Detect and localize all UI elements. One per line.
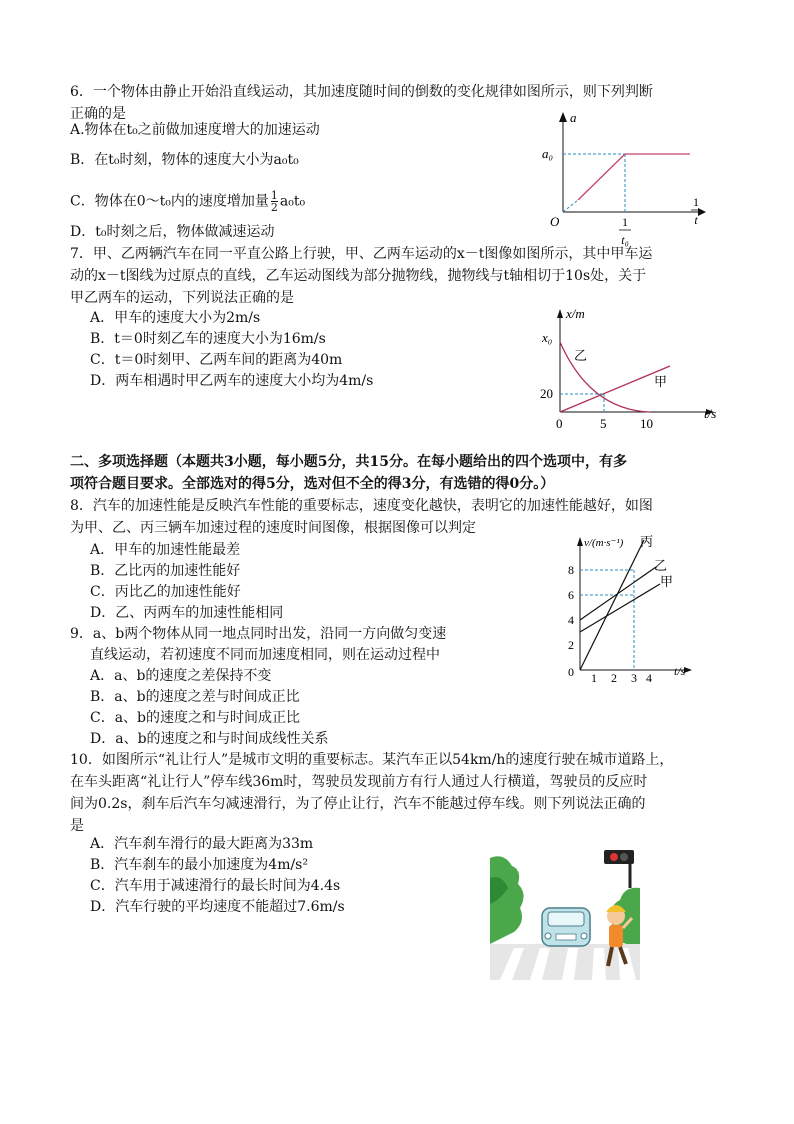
q6-x-axis-denominator: t: [694, 213, 698, 227]
q10-option-a: A．汽车刹车滑行的最大距离为33m: [90, 836, 314, 852]
q8-graph: [560, 532, 710, 682]
q7-t5-label: 5: [600, 416, 607, 431]
q7-x-axis-label: t/s: [704, 406, 717, 421]
q7-t0-label: 0: [556, 416, 563, 431]
q9-option-b: B．a、b的速度之差与时间成正比: [90, 689, 300, 705]
q8-option-a: A．甲车的加速性能最差: [90, 542, 241, 558]
q8-yi-label: 乙: [654, 558, 668, 573]
q7-option-a: A．甲车的速度大小为2m/s: [90, 310, 261, 326]
section2-heading-line1: 二、多项选择题（本题共3小题，每小题5分，共15分。在每小题给出的四个选项中，有多: [70, 454, 627, 470]
q7-stem-line3: 甲乙两车的运动，下列说法正确的是: [70, 290, 294, 306]
q8-y-axis-label: v/(m·s⁻¹): [584, 537, 624, 549]
q10-stem-line1: 10．如图所示“礼让行人”是城市文明的重要标志。某汽车正以54km/h的速度行驶在城市道路上，: [70, 752, 674, 768]
q6-origin-label: O: [550, 214, 560, 229]
q9-option-a: A．a、b的速度之差保持不变: [90, 668, 272, 684]
q7-y20-label: 20: [540, 386, 553, 401]
q9-stem-line2: 直线运动，若初速度不同而加速度相同，则在运动过程中: [90, 647, 440, 663]
q10-stem-line3: 间为0.2s，刹车后汽车匀减速滑行，为了停止让行，汽车不能越过停车线。则下列说法正确的: [70, 796, 646, 812]
q10-stem-line2: 在车头距离“礼让行人”停车线36m时，驾驶员发现前方有行人通过人行横道，驾驶员的反应时: [70, 774, 648, 790]
q6-tick-denominator: t₀: [621, 233, 629, 247]
q7-jia-label: 甲: [654, 374, 668, 389]
q7-option-c: C．t＝0时刻甲、乙两车间的距离为40m: [90, 352, 343, 368]
fraction-denominator: 2: [270, 201, 278, 214]
q8-option-d: D．乙、丙两车的加速性能相同: [90, 605, 284, 621]
q7-t10-label: 10: [640, 416, 653, 431]
q6-option-b: B．在t₀时刻，物体的速度大小为a₀t₀: [70, 152, 299, 168]
q8-option-c: C．丙比乙的加速性能好: [90, 584, 241, 600]
q8-ytick-2: 2: [568, 638, 574, 652]
q8-xtick-2: 2: [611, 671, 617, 682]
q8-stem-line1: 8．汽车的加速性能是反映汽车性能的重要标志，速度变化越快，表明它的加速性能越好，如图: [70, 498, 653, 514]
q8-origin-zero: 0: [568, 665, 574, 679]
q6-option-d: D．t₀时刻之后，物体做减速运动: [70, 224, 275, 240]
q7-option-d: D．两车相遇时甲乙两车的速度大小均为4m/s: [90, 373, 374, 389]
q10-option-b: B．汽车刹车的最小加速度为4m/s²: [90, 857, 308, 873]
crosswalk-illustration: [490, 848, 640, 980]
q6-tick-numerator: 1: [622, 215, 628, 229]
q9-option-c: C．a、b的速度之和与时间成正比: [90, 710, 301, 726]
q8-xtick-1: 1: [591, 671, 597, 682]
q8-xtick-3: 3: [631, 671, 637, 682]
q7-option-b: B．t＝0时刻乙车的速度大小为16m/s: [90, 331, 326, 347]
q8-option-b: B．乙比丙的加速性能好: [90, 563, 241, 579]
q8-jia-label: 甲: [660, 574, 674, 589]
q9-stem-line1: 9．a、b两个物体从同一地点同时出发，沿同一方向做匀变速: [70, 626, 447, 642]
q7-graph: [530, 306, 730, 436]
q7-x0-label: x₀: [542, 330, 553, 345]
q7-stem-line2: 动的x－t图线为过原点的直线，乙车运动图线为部分抛物线，抛物线与t轴相切于10s处，关于: [70, 268, 647, 284]
q6-option-c: [70, 190, 305, 213]
q6-a0-label: a₀: [542, 146, 554, 161]
q8-ytick-6: 6: [568, 588, 574, 602]
q6-stem-line1: 6．一个物体由静止开始沿直线运动，其加速度随时间的倒数的变化规律如图所示，则下列判断: [70, 84, 653, 100]
section2-heading-line2: 项符合题目要求。全部选对的得5分，选对但不全的得3分，有选错的得0分。）: [70, 476, 555, 492]
q6-stem-line2: 正确的是: [70, 106, 126, 122]
q10-option-c: C．汽车用于减速滑行的最长时间为4.4s: [90, 878, 341, 894]
q6-option-c-fraction: [271, 190, 278, 213]
q10-stem-line4: 是: [70, 818, 84, 834]
q8-x-axis-label: t/s: [674, 664, 686, 678]
q6-option-c-tail: a₀t₀: [279, 193, 306, 210]
fraction-numerator: 1: [270, 189, 278, 202]
q6-x-axis-numerator: 1: [693, 195, 699, 209]
q6-y-axis-label: a: [570, 110, 577, 125]
q8-ytick-8: 8: [568, 563, 574, 577]
q7-yi-label: 乙: [574, 348, 588, 363]
q7-y-axis-label: x/m: [566, 306, 585, 321]
q8-ytick-4: 4: [568, 613, 574, 627]
q6-graph: [528, 108, 728, 258]
q6-option-a: A.物体在t₀之前做加速度增大的加速运动: [70, 122, 320, 138]
q8-xtick-4: 4: [646, 671, 652, 682]
q7-stem-line1: 7．甲、乙两辆汽车在同一平直公路上行驶，甲、乙两车运动的x－t图像如图所示，其中甲车运: [70, 246, 653, 262]
q8-bing-label: 丙: [640, 534, 654, 549]
q8-stem-line2: 为甲、乙、丙三辆车加速过程的速度时间图像，根据图像可以判定: [70, 520, 476, 536]
q9-option-d: D．a、b的速度之和与时间成线性关系: [90, 731, 329, 747]
q6-option-c-text: C．物体在0～t₀内的速度增加量: [70, 193, 269, 210]
q10-option-d: D．汽车行驶的平均速度不能超过7.6m/s: [90, 899, 345, 915]
